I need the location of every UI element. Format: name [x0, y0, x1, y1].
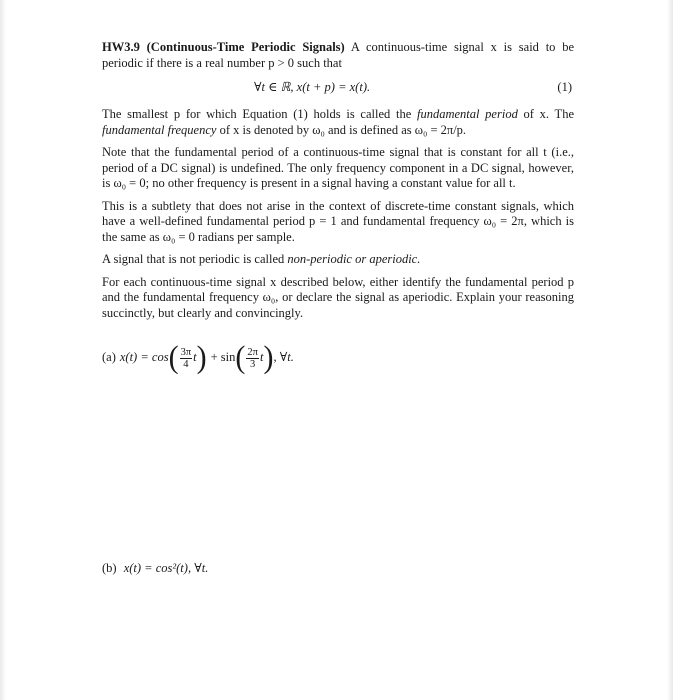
equation-1-body: ∀t ∈ ℝ, x(t + p) = x(t).: [254, 80, 371, 94]
term-fundamental-frequency: fundamental frequency: [102, 122, 217, 137]
part-a-t2: t: [259, 350, 264, 365]
part-b: [102, 560, 208, 576]
right-paren-2: ): [263, 340, 274, 375]
term-aperiodic: non-periodic or aperiodic.: [287, 252, 421, 266]
fraction-1: [180, 347, 193, 370]
document-body: [102, 40, 574, 373]
part-a-lhs: x(t) = cos: [119, 350, 169, 365]
fraction-2-numerator: 2π: [247, 346, 258, 358]
discrete-time-paragraph: This is a subtlety that does not arise in the context of discrete-time constant signals, which have a well-defined fundamental period p = 1 and fundamental frequency ω₀ = 2π, which is the same as ω₀ = 0 radians per sample.: [102, 198, 574, 244]
fraction-1-numerator: 3π: [180, 346, 192, 358]
part-b-expr: x(t) = cos²(t), ∀t.: [123, 561, 209, 575]
equation-1-number: (1): [557, 80, 572, 94]
aperiodic-paragraph: [102, 252, 574, 268]
equation-1: [102, 78, 574, 98]
fraction-1-denominator: 4: [183, 358, 189, 370]
problem-title: HW3.9 (Continuous-Time Periodic Signals): [102, 40, 345, 54]
left-paren-2: (: [235, 340, 246, 375]
dc-signal-paragraph: Note that the fundamental period of a continuous-time signal that is constant for all t (i.e., period of a DC signal) is undefined. The only frequency component in a DC signal, however, is ω₀ = 0; no other frequency is present in a signal having a constant value for all t.: [102, 145, 574, 190]
definition-text-1: The smallest p for which Equation (1) holds is called the: [102, 107, 417, 121]
fraction-2: [246, 347, 259, 370]
term-fundamental-period: fundamental period: [416, 107, 518, 121]
page-shadow-left: [0, 0, 6, 700]
definition-paragraph: [102, 107, 574, 138]
part-a: [102, 340, 574, 375]
aperiodic-text: A signal that is not periodic is called: [102, 252, 288, 266]
definition-text-3: of x is denoted by ω₀ and is defined as ω₀ = 2π/p.: [216, 122, 467, 137]
definition-text-2: of x. The: [517, 107, 574, 121]
problem-intro: A continuous-time signal x is said to be periodic if there is a real number p > 0 such that: [102, 40, 575, 70]
part-b-label: (b): [102, 561, 117, 575]
instructions-paragraph: For each continuous-time signal x described below, either identify the fundamental period p and the fundamental frequency ω₀, or declare the signal as aperiodic. Explain your reasoning succinctly, but clearly and convincingly.: [102, 274, 574, 320]
part-a-mid: + sin: [210, 350, 236, 365]
part-a-tail: , ∀t.: [273, 350, 294, 365]
part-a-t1: t: [193, 350, 197, 365]
part-a-label: (a): [102, 350, 116, 365]
left-paren-1: (: [168, 340, 179, 375]
intro-paragraph: [102, 40, 574, 71]
page-shadow-right: [667, 0, 673, 700]
fraction-2-denominator: 3: [250, 358, 256, 370]
right-paren-1: ): [196, 340, 207, 375]
